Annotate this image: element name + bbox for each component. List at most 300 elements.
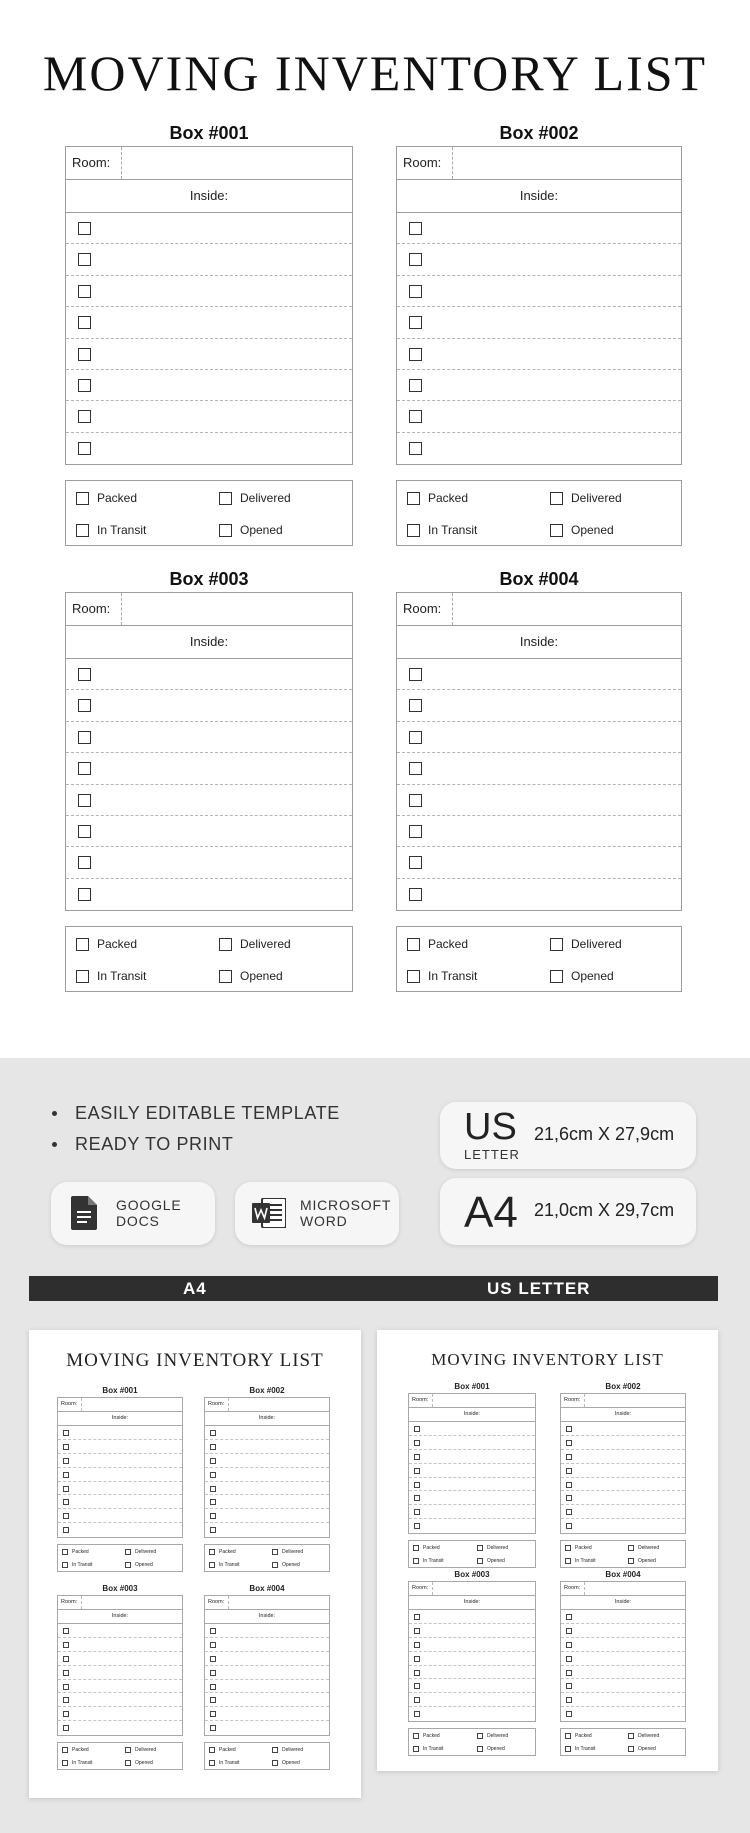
status-checkbox [62,1549,68,1555]
status-label: Opened [487,1746,505,1753]
item-checkbox [414,1711,420,1717]
item-checkbox [210,1486,216,1492]
status-delivered [272,1549,303,1555]
item-checkbox [566,1642,572,1648]
status-checkbox [125,1760,131,1766]
item-checkbox[interactable] [409,285,422,298]
status-delivered [125,1549,156,1555]
item-checkbox [210,1499,216,1505]
feature-item: EASILY EDITABLE TEMPLATE [52,1098,340,1129]
room-label: Room: [409,1582,433,1595]
item-row [205,1523,329,1537]
status-label: Packed [219,1549,236,1556]
item-checkbox[interactable] [78,888,91,901]
item-row[interactable] [66,370,352,401]
status-checkbox [565,1733,571,1739]
item-checkbox [63,1725,69,1731]
status-checkbox[interactable] [219,492,232,505]
item-checkbox [63,1499,69,1505]
status-checkbox [272,1747,278,1753]
status-checkbox[interactable] [407,938,420,951]
item-row [58,1624,182,1638]
status-opened [477,1746,505,1752]
status-packed [413,1545,440,1551]
status-checkbox[interactable] [550,970,563,983]
status-delivered[interactable] [219,491,291,505]
status-checkbox [209,1760,215,1766]
preview-box-title: Box #001 [102,1386,138,1395]
status-label: Packed [72,1747,89,1754]
status-checkbox [565,1558,571,1564]
item-checkbox[interactable] [409,699,422,712]
item-checkbox[interactable] [78,222,91,235]
item-row[interactable] [397,753,681,784]
status-packed[interactable] [76,491,137,505]
item-checkbox[interactable] [78,731,91,744]
item-row[interactable] [397,401,681,432]
item-row[interactable] [66,307,352,338]
status-label: Opened [135,1760,153,1767]
item-row [561,1450,685,1464]
item-row [561,1436,685,1450]
status-panel [65,926,353,992]
status-label: In Transit [97,969,147,984]
item-checkbox [63,1684,69,1690]
status-packed [209,1549,236,1555]
item-row[interactable] [66,785,352,816]
status-opened[interactable] [219,523,283,537]
status-packed [209,1747,236,1753]
room-label: Room: [397,147,453,179]
item-row [409,1422,535,1436]
item-checkbox[interactable] [78,794,91,807]
status-in-transit [62,1562,93,1568]
status-panel [560,1728,686,1756]
item-checkbox[interactable] [78,668,91,681]
status-packed[interactable] [76,937,137,951]
preview-title: MOVING INVENTORY LIST [66,1350,324,1371]
size-code: US [464,1106,517,1148]
status-opened[interactable] [550,523,614,537]
status-label: Packed [423,1545,440,1552]
status-in-transit[interactable] [407,969,477,983]
preview-box-title: Box #003 [102,1584,138,1593]
item-row [561,1478,685,1492]
status-checkbox [125,1747,131,1753]
status-delivered[interactable] [550,491,622,505]
item-row [58,1680,182,1694]
item-row [561,1707,685,1721]
status-delivered [628,1733,659,1739]
inside-header: Inside: [205,1610,329,1624]
status-in-transit [209,1760,240,1766]
item-row [561,1666,685,1680]
room-field[interactable] [453,593,681,625]
preview-box-table [560,1393,686,1534]
item-checkbox[interactable] [78,825,91,838]
item-row[interactable] [66,244,352,275]
room-row [409,1582,535,1596]
item-row [205,1707,329,1721]
item-checkbox [63,1711,69,1717]
preview-box-table [560,1581,686,1722]
room-label: Room: [66,593,122,625]
item-checkbox [566,1468,572,1474]
item-row [561,1652,685,1666]
status-in-transit [62,1760,93,1766]
item-checkbox[interactable] [409,825,422,838]
status-label: Packed [575,1545,592,1552]
room-field[interactable] [453,147,681,179]
bullet-icon [52,1111,57,1116]
status-panel [65,480,353,546]
inside-header: Inside: [397,626,681,659]
status-panel [57,1544,183,1572]
status-in-transit[interactable] [76,523,146,537]
status-checkbox[interactable] [407,492,420,505]
status-packed [62,1549,89,1555]
status-checkbox[interactable] [550,492,563,505]
item-checkbox [566,1670,572,1676]
item-checkbox [414,1614,420,1620]
page-title: MOVING INVENTORY LIST [42,45,708,101]
status-checkbox[interactable] [219,970,232,983]
status-packed [565,1545,592,1551]
status-label: Delivered [571,937,622,952]
room-row [58,1398,182,1412]
item-row[interactable] [397,785,681,816]
item-checkbox [566,1440,572,1446]
item-checkbox[interactable] [409,794,422,807]
item-row [58,1652,182,1666]
status-in-transit [565,1558,596,1564]
bullet-icon [52,1142,57,1147]
item-row[interactable] [66,690,352,721]
item-row[interactable] [66,276,352,307]
status-checkbox[interactable] [550,938,563,951]
item-row [561,1624,685,1638]
preview-box [204,1386,330,1572]
item-row [58,1495,182,1509]
item-row [561,1464,685,1478]
item-checkbox[interactable] [409,856,422,869]
item-checkbox[interactable] [409,731,422,744]
room-row [561,1394,685,1408]
item-row[interactable] [66,816,352,847]
inside-header: Inside: [58,1412,182,1426]
a4-preview [29,1330,361,1798]
status-opened[interactable] [219,969,283,983]
item-row[interactable] [397,276,681,307]
item-row [205,1509,329,1523]
status-checkbox[interactable] [219,938,232,951]
status-in-transit[interactable] [407,523,477,537]
item-row[interactable] [397,244,681,275]
item-checkbox[interactable] [78,442,91,455]
status-checkbox[interactable] [407,970,420,983]
item-checkbox[interactable] [78,762,91,775]
status-checkbox [628,1746,634,1752]
size-dimensions: 21,6cm X 27,9cm [534,1124,675,1144]
status-checkbox[interactable] [76,938,89,951]
item-checkbox[interactable] [409,762,422,775]
item-row [409,1693,535,1707]
room-label: Room: [66,147,122,179]
item-checkbox[interactable] [78,316,91,329]
item-checkbox[interactable] [78,699,91,712]
status-delivered [628,1545,659,1551]
item-checkbox [210,1527,216,1533]
status-checkbox [125,1562,131,1568]
status-opened [272,1760,300,1766]
item-checkbox [566,1683,572,1689]
status-label: Opened [571,969,614,984]
status-opened[interactable] [550,969,614,983]
room-row [409,1394,535,1408]
status-checkbox[interactable] [76,492,89,505]
status-panel [57,1742,183,1770]
item-row[interactable] [66,659,352,690]
item-row[interactable] [66,339,352,370]
item-row[interactable] [66,401,352,432]
item-row [58,1666,182,1680]
item-row[interactable] [66,879,352,910]
item-checkbox[interactable] [409,348,422,361]
item-row [561,1422,685,1436]
item-checkbox [63,1628,69,1634]
status-label: In Transit [72,1562,93,1569]
item-checkbox [414,1426,420,1432]
preview-box-table [204,1397,330,1538]
room-row [66,593,352,626]
item-row[interactable] [397,307,681,338]
item-row[interactable] [397,433,681,464]
item-row[interactable] [397,213,681,244]
item-row[interactable] [66,433,352,464]
item-row [409,1652,535,1666]
item-checkbox [566,1509,572,1515]
status-packed [565,1733,592,1739]
status-label: Packed [97,937,138,952]
item-row[interactable] [397,659,681,690]
status-packed[interactable] [407,937,468,951]
item-checkbox [210,1628,216,1634]
item-checkbox [210,1642,216,1648]
status-label: Delivered [638,1545,660,1552]
item-row [58,1707,182,1721]
status-checkbox[interactable] [76,524,89,537]
item-checkbox [63,1527,69,1533]
box-contents-table [396,146,682,465]
item-row [205,1693,329,1707]
item-row [409,1505,535,1519]
room-field[interactable] [122,593,352,625]
item-checkbox[interactable] [78,348,91,361]
item-checkbox [210,1725,216,1731]
item-row[interactable] [397,816,681,847]
box-contents-table [65,592,353,911]
item-checkbox[interactable] [409,668,422,681]
item-row [205,1426,329,1440]
size-code: A4 [464,1188,518,1237]
preview-box-table [408,1581,536,1722]
document-icon [71,1196,97,1230]
item-checkbox[interactable] [78,856,91,869]
item-checkbox [414,1440,420,1446]
item-row [409,1464,535,1478]
item-row[interactable] [397,339,681,370]
item-checkbox[interactable] [409,222,422,235]
item-checkbox[interactable] [409,888,422,901]
status-checkbox[interactable] [407,524,420,537]
inside-header: Inside: [409,1408,535,1422]
item-row [58,1693,182,1707]
status-in-transit[interactable] [76,969,146,983]
item-checkbox[interactable] [78,410,91,423]
status-checkbox [413,1545,419,1551]
status-packed[interactable] [407,491,468,505]
inside-header: Inside: [66,180,352,213]
item-row[interactable] [66,722,352,753]
preview-box-title: Box #002 [249,1386,285,1395]
status-label: In Transit [423,1746,444,1753]
item-checkbox [566,1523,572,1529]
status-checkbox [209,1549,215,1555]
item-row [205,1680,329,1694]
word-icon [252,1198,286,1228]
preview-box [408,1382,536,1568]
item-checkbox[interactable] [409,253,422,266]
status-checkbox [413,1558,419,1564]
item-checkbox [414,1628,420,1634]
item-row[interactable] [397,847,681,878]
item-checkbox[interactable] [78,253,91,266]
status-label: Delivered [282,1549,304,1556]
item-row[interactable] [66,213,352,244]
item-row[interactable] [397,879,681,910]
item-checkbox [210,1430,216,1436]
status-label: In Transit [428,969,478,984]
inside-header: Inside: [397,180,681,213]
status-panel [396,480,682,546]
room-label: Room: [58,1596,82,1609]
status-in-transit [413,1746,444,1752]
preview-box [560,1382,686,1568]
status-label: Opened [282,1760,300,1767]
preview-box [57,1584,183,1770]
inside-header: Inside: [205,1412,329,1426]
status-label: Delivered [240,937,291,952]
item-row [58,1523,182,1537]
status-checkbox [477,1545,483,1551]
status-opened [628,1558,656,1564]
status-checkbox [272,1549,278,1555]
status-label: Delivered [571,491,622,506]
status-packed [413,1733,440,1739]
status-label: Delivered [487,1733,509,1740]
format-banner [29,1276,718,1301]
inventory-box [396,567,682,992]
inventory-box [65,567,353,992]
room-label: Room: [58,1398,82,1411]
status-checkbox [209,1562,215,1568]
item-row[interactable] [66,847,352,878]
us-letter-size-badge [440,1102,696,1169]
item-checkbox [414,1454,420,1460]
status-delivered[interactable] [550,937,622,951]
status-label: In Transit [428,523,478,538]
box-title: Box #001 [169,123,249,143]
item-row[interactable] [397,370,681,401]
item-row [409,1707,535,1721]
status-panel [408,1540,536,1568]
inventory-box [396,121,682,546]
item-checkbox[interactable] [78,285,91,298]
status-checkbox [272,1562,278,1568]
status-label: Delivered [282,1747,304,1754]
size-subtitle: LETTER [464,1147,520,1162]
item-row [58,1468,182,1482]
item-checkbox[interactable] [409,316,422,329]
status-opened [272,1562,300,1568]
item-checkbox [414,1468,420,1474]
status-label: In Transit [423,1558,444,1565]
status-checkbox [477,1746,483,1752]
status-checkbox[interactable] [550,524,563,537]
item-row[interactable] [66,753,352,784]
status-delivered[interactable] [219,937,291,951]
item-row [205,1721,329,1735]
item-row[interactable] [397,722,681,753]
preview-box [204,1584,330,1770]
status-label: Packed [575,1733,592,1740]
item-row [58,1426,182,1440]
item-checkbox [63,1430,69,1436]
item-row [409,1610,535,1624]
item-checkbox[interactable] [409,379,422,392]
box-title: Box #002 [499,123,579,143]
status-checkbox [62,1747,68,1753]
room-label: Room: [205,1398,229,1411]
status-panel [396,926,682,992]
status-label: In Transit [219,1760,240,1767]
status-label: Opened [487,1558,505,1565]
box-contents-table [396,592,682,911]
item-checkbox[interactable] [78,379,91,392]
status-label: Packed [97,491,138,506]
room-field[interactable] [122,147,352,179]
item-row[interactable] [397,690,681,721]
item-row [58,1509,182,1523]
item-checkbox [63,1697,69,1703]
item-checkbox [566,1426,572,1432]
status-opened [125,1562,153,1568]
status-checkbox[interactable] [219,524,232,537]
status-packed [62,1747,89,1753]
status-checkbox[interactable] [76,970,89,983]
item-row [205,1638,329,1652]
item-checkbox[interactable] [409,410,422,423]
status-delivered [477,1545,508,1551]
item-checkbox [63,1444,69,1450]
item-checkbox [63,1458,69,1464]
item-row [561,1693,685,1707]
item-row [409,1478,535,1492]
status-label: Packed [428,491,469,506]
item-checkbox[interactable] [409,442,422,455]
microsoft-word-badge [235,1182,399,1245]
box-contents-table [65,146,353,465]
